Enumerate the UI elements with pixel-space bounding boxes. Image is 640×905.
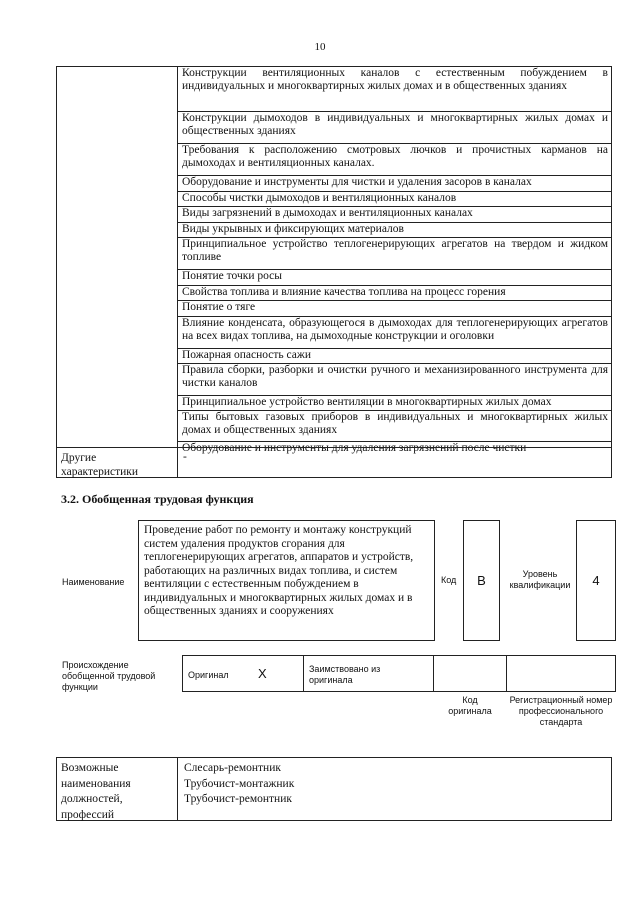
table-row: Оборудование и инструменты для чистки и удаления засоров в каналах	[178, 176, 612, 192]
other-characteristics-label: Другие характеристики	[61, 452, 139, 478]
table-row: Влияние конденсата, образующегося в дымоходах для теплогенерирующих агрегатов на всех видах топлива, на дымоходные конструкции и оголовки	[178, 317, 612, 349]
table-row: Конструкции вентиляционных каналов с естественным побуждением в индивидуальных и многоквартирных жилых домах и в общественных зданиях	[178, 67, 612, 112]
table-row: Виды загрязнений в дымоходах и вентиляционных каналах	[178, 207, 612, 223]
name-label: Наименование	[62, 577, 125, 587]
knowledge-table	[56, 66, 612, 478]
row-divider	[57, 447, 611, 448]
borrowed-label: Заимствовано из оригинала	[309, 664, 381, 685]
table-row: Способы чистки дымоходов и вентиляционных каналов	[178, 192, 612, 207]
table-row: Типы бытовых газовых приборов в индивидуальных и многоквартирных жилых домах и общественных зданиях	[178, 411, 612, 442]
level-label: Уровень квалификации	[509, 569, 571, 590]
reg-number-caption: Регистрационный номер профессионального стандарта	[509, 695, 613, 727]
code-original-caption: Код оригинала	[448, 695, 492, 716]
list-item: Трубочист-ремонтник	[184, 793, 292, 805]
positions-label: Возможные наименования должностей, профессий	[61, 762, 131, 821]
table-row: Принципиальное устройство теплогенерирующих агрегатов на твердом и жидком топливе	[178, 238, 612, 270]
cell-divider	[506, 656, 507, 691]
table-row: Требования к расположению смотровых лючков и прочистных карманов на дымоходах и вентиляционных каналах.	[178, 144, 612, 176]
cell-divider	[303, 656, 304, 691]
knowledge-rows	[178, 67, 612, 457]
code-label: Код	[441, 575, 457, 585]
level-value-box: 4	[576, 520, 616, 641]
list-item: Трубочист-монтажник	[184, 777, 295, 790]
code-value-box: B	[463, 520, 500, 641]
origin-table	[182, 655, 616, 692]
table-row: Свойства топлива и влияние качества топлива на процесс горения	[178, 286, 612, 301]
column-divider	[177, 758, 178, 820]
list-item: Слесарь-ремонтник	[184, 762, 281, 774]
original-mark: X	[258, 666, 267, 681]
table-row: Принципиальное устройство вентиляции в многоквартирных жилых домах	[178, 396, 612, 411]
table-row: Понятие о тяге	[178, 301, 612, 317]
table-row: Понятие точки росы	[178, 270, 612, 286]
table-row: Оборудование и инструменты для удаления загрязнений после чистки	[182, 442, 527, 454]
table-row: Виды укрывных и фиксирующих материалов	[178, 223, 612, 238]
other-characteristics-value: -	[183, 451, 187, 463]
table-row: Правила сборки, разборки и очистки ручного и механизированного инструмента для чистки каналов	[178, 364, 612, 396]
positions-table	[56, 757, 612, 821]
positions-list	[184, 761, 294, 808]
origin-label: Происхождение обобщенной трудовой функции	[62, 660, 156, 692]
page-number: 10	[314, 41, 326, 53]
table-row: Конструкции дымоходов в индивидуальных и многоквартирных жилых домах и общественных зданиях	[178, 112, 612, 144]
name-value-box: Проведение работ по ремонту и монтажу конструкций систем удаления продуктов сгорания для теплогенерирующих агрегатов, аппаратов и устройств, работающих на различных видах топлива, и систем вентиляции с естественным побуждением в индивидуальных и многоквартирных жилых домах и в общественных зданиях и сооружениях	[138, 520, 435, 641]
original-label: Оригинал	[188, 670, 229, 680]
cell-divider	[433, 656, 434, 691]
table-row: Пожарная опасность сажи	[178, 349, 612, 364]
section-title: 3.2. Обобщенная трудовая функция	[61, 492, 254, 506]
